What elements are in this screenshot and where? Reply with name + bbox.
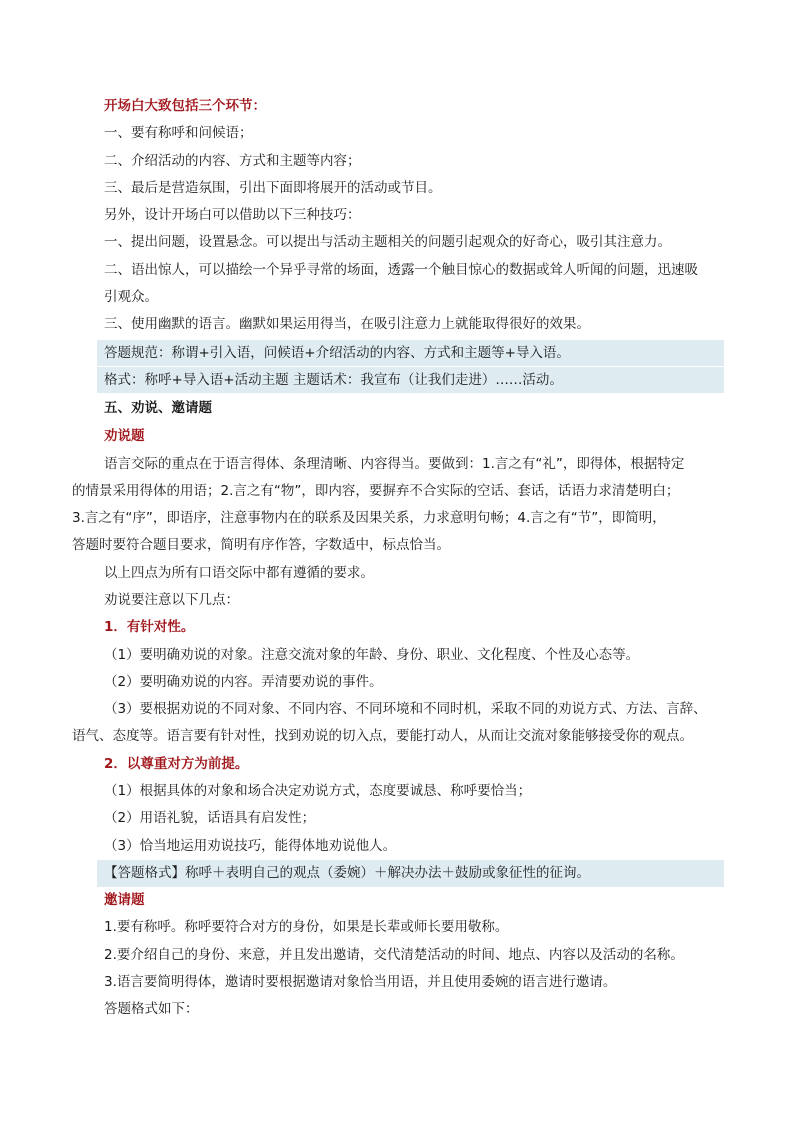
invite-format: 答题格式如下： [104,1001,199,1017]
opening-item-3: 三、最后是营造氛围，引出下面即将展开的活动或节目。 [104,180,442,196]
persuade-heading: 劝说题 [104,428,145,444]
persuade-para-line-4: 答题时要符合题目要求，简明有序作答，字数适中，标点恰当。 [72,537,450,553]
point-2-title: 2．以尊重对方为前提。 [104,756,249,772]
point-2-item-2: （2）用语礼貌，话语具有启发性； [104,810,316,826]
opening-heading: 开场白大致包括三个环节： [104,98,266,114]
opening-item-2: 二、介绍活动的内容、方式和主题等内容； [104,153,361,169]
invite-item-2: 2.要介绍自己的身份、来意，并且发出邀请，交代清楚活动的时间、地点、内容以及活动的名称。 [104,947,684,963]
tip-2-line-2: 引观众。 [104,289,158,305]
point-1-title: 1．有针对性。 [104,619,195,635]
point-1-item-1: （1）要明确劝说的对象。注意交流对象的年龄、身份、职业、文化程度、个性及心态等。 [104,647,640,663]
tips-intro: 另外，设计开场白可以借助以下三种技巧： [104,207,361,223]
tip-1: 一、提出问题，设置悬念。可以提出与活动主题相关的问题引起观众的好奇心，吸引其注意力。 [104,234,671,250]
invite-item-3: 3.语言要简明得体，邀请时要根据邀请对象恰当用语，并且使用委婉的语言进行邀请。 [104,974,617,990]
point-1-item-3: （3）要根据劝说的不同对象、不同内容、不同环境和不同时机，采取不同的劝说方式、方法、言辞、 [104,701,707,717]
answer-norm: 答题规范：称谓+引入语，问候语+介绍活动的内容、方式和主题等+导入语。 [104,345,570,361]
invite-heading: 邀请题 [104,892,145,908]
point-1-item-3-cont: 语气、态度等。语言要有针对性，找到劝说的切入点，要能打动人，从而让交流对象能够接受你的观点。 [72,728,693,744]
persuade-para-line-3: 3.言之有“序”，即语序，注意事物内在的联系及因果关系，力求意明句畅；4.言之有“节”，即简明， [72,510,666,526]
answer-format: 【答题格式】称呼＋表明自己的观点（委婉）＋解决办法＋鼓励或象征性的征询。 [104,865,590,881]
tip-2-line-1: 二、语出惊人，可以描绘一个异乎寻常的场面，透露一个触目惊心的数据或耸人听闻的问题，迅速吸 [104,262,698,278]
opening-item-1: 一、要有称呼和问候语； [104,125,253,141]
section-title: 五、劝说、邀请题 [104,400,212,416]
format-line: 格式：称呼+导入语+活动主题 主题话术：我宣布（让我们走进）……活动。 [104,372,563,388]
attention: 劝说要注意以下几点： [104,592,239,608]
point-2-item-3: （3）恰当地运用劝说技巧，能得体地劝说他人。 [104,838,397,854]
point-1-item-2: （2）要明确劝说的内容。弄清要劝说的事件。 [104,674,383,690]
persuade-para-line-2: 的情景采用得体的用语；2.言之有“物”，即内容，要摒弃不合实际的空话、套话，话语力求清楚明白； [72,483,680,499]
four-points: 以上四点为所有口语交际中都有遵循的要求。 [104,565,374,581]
persuade-para-line-1: 语言交际的重点在于语言得体、条理清晰、内容得当。要做到：1.言之有“礼”，即得体，根据特定 [104,456,685,472]
tip-3: 三、使用幽默的语言。幽默如果运用得当，在吸引注意力上就能取得很好的效果。 [104,316,590,332]
point-2-item-1: （1）根据具体的对象和场合决定劝说方式，态度要诚恳、称呼要恰当； [104,783,532,799]
invite-item-1: 1.要有称呼。称呼要符合对方的身份，如果是长辈或师长要用敬称。 [104,919,509,935]
